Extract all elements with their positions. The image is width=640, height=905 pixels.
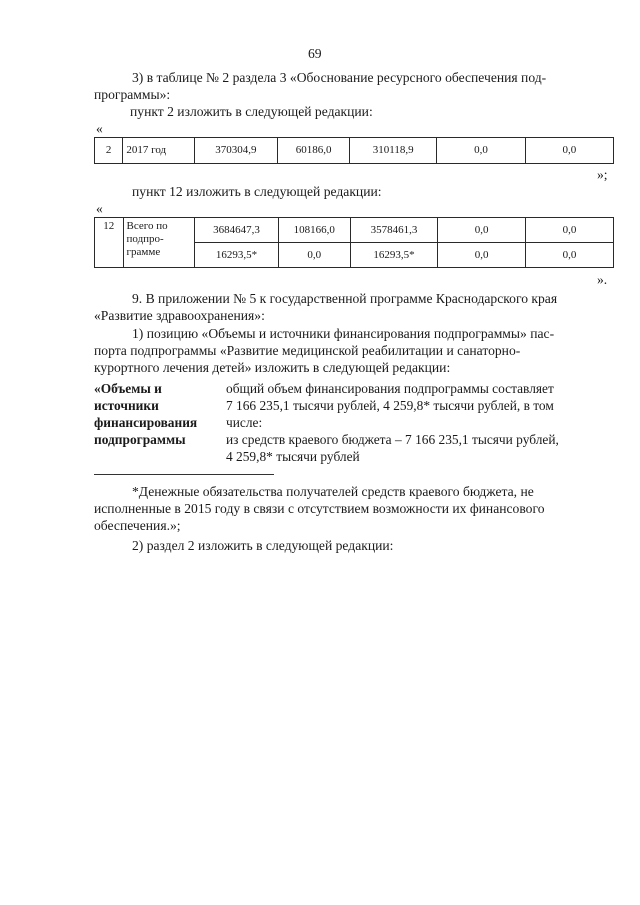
table-2	[94, 217, 614, 268]
paragraph-3-line-2: программы»:	[94, 87, 171, 102]
paragraph-2: 2) раздел 2 изложить в следующей редакции:	[132, 538, 394, 553]
row-label-line: подпро-	[126, 233, 164, 245]
table-cell: 3684647,3	[195, 218, 279, 243]
row-label-line: грамме	[126, 246, 161, 258]
passport-label-line: источники	[94, 398, 159, 413]
paragraph-9-line-2: «Развитие здравоохранения»:	[94, 308, 265, 323]
paragraph-9-line-1: 9. В приложении № 5 к государственной программе Краснодарского края	[132, 291, 558, 306]
table-cell: 16293,5*	[350, 243, 437, 268]
passport-label-line: подпрограммы	[94, 432, 186, 447]
table-row	[95, 138, 614, 164]
table-2-open-quote: «	[96, 201, 103, 216]
footnote-line: *Денежные обязательства получателей средств краевого бюджета, не	[132, 484, 534, 499]
table-cell: 0,0	[437, 138, 525, 164]
paragraph-1-line-3: курортного лечения детей» изложить в следующей редакции:	[94, 360, 451, 375]
table-cell: 0,0	[526, 243, 614, 268]
table-cell: 2	[95, 138, 123, 164]
passport-value-line: числе:	[226, 415, 263, 430]
passport-label-line: «Объемы и	[94, 381, 162, 396]
passport-label-line: финансирования	[94, 415, 198, 430]
table-cell: 108166,0	[278, 218, 350, 243]
table-cell: 310118,9	[350, 138, 437, 164]
table-cell: 2017 год	[123, 138, 194, 164]
passport-value-line: 7 166 235,1 тысячи рублей, 4 259,8* тысячи рублей, в том	[226, 398, 554, 413]
paragraph-1-line-1: 1) позицию «Объемы и источники финансирования подпрограммы» пас-	[132, 326, 555, 341]
footnote-line: обеспечения.»;	[94, 518, 181, 533]
table-cell: 3578461,3	[350, 218, 437, 243]
paragraph-1-line-2: порта подпрограммы «Развитие медицинской реабилитации и санаторно-	[94, 343, 521, 358]
footnote-line: исполненные в 2015 году в связи с отсутствием возможности их финансового	[94, 501, 545, 516]
table-cell: 0,0	[438, 243, 526, 268]
footnote-separator	[94, 474, 274, 475]
table-1-close-quote: »;	[597, 167, 608, 182]
table-1	[94, 137, 614, 164]
table-cell: 0,0	[278, 243, 350, 268]
passport-value-line: общий объем финансирования подпрограммы составляет	[226, 381, 554, 396]
passport-value-line: 4 259,8* тысячи рублей	[226, 449, 360, 464]
table-cell-row-number: 12	[95, 218, 124, 268]
table-cell: 60186,0	[278, 138, 350, 164]
table-cell: 0,0	[526, 218, 614, 243]
table-cell: 0,0	[525, 138, 613, 164]
row-label-line: Всего по	[126, 220, 168, 232]
item-12-intro: пункт 12 изложить в следующей редакции:	[132, 184, 382, 199]
passport-value-line: из средств краевого бюджета – 7 166 235,1 тысячи рублей,	[226, 432, 559, 447]
item-2-intro: пункт 2 изложить в следующей редакции:	[130, 104, 373, 119]
table-cell: 370304,9	[194, 138, 278, 164]
table-2-close-quote: ».	[597, 272, 608, 287]
table-row	[95, 218, 614, 243]
page-number: 69	[308, 46, 322, 61]
table-cell: 16293,5*	[195, 243, 279, 268]
table-cell-row-label	[123, 218, 195, 268]
table-1-open-quote: «	[96, 121, 103, 136]
table-cell: 0,0	[438, 218, 526, 243]
paragraph-3-line-1: 3) в таблице № 2 раздела 3 «Обоснование ресурсного обеспечения под-	[132, 70, 547, 85]
